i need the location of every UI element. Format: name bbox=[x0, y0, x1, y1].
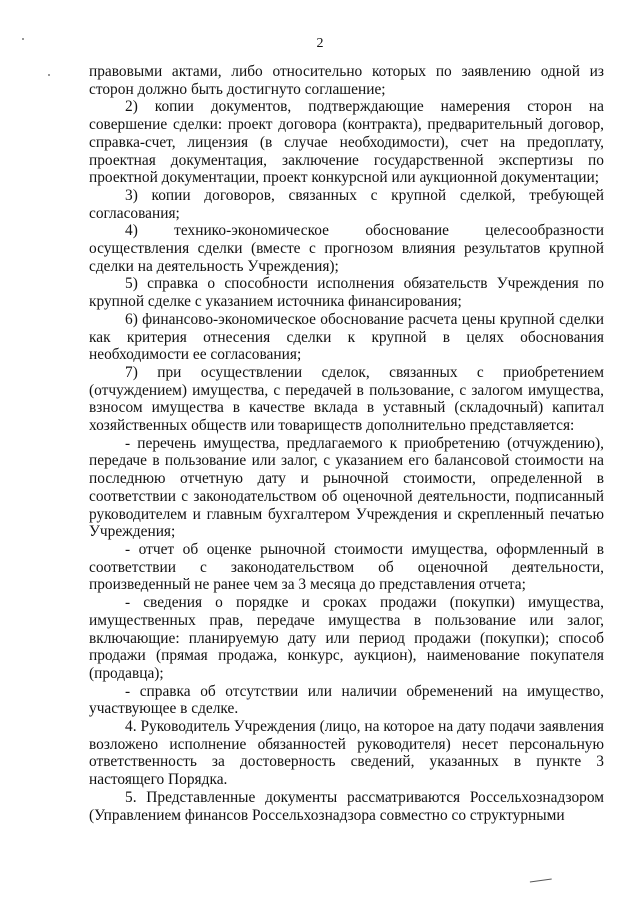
paragraph-item-7: 7) при осуществлении сделок, связанных с приобретением (отчуждением) имущества, с передачей в пользование, с залогом имущества, взносом имущества в качестве вклада в уставный (складочный) капитал хозяйственных обществ или товариществ дополнительно представляется: bbox=[89, 363, 604, 435]
paragraph-item-2: 2) копии документов, подтверждающие намерения сторон на совершение сделки: проект договора (контракта), предварительный договор, справка-счет, лицензия (в случае необходимости), счет на предоплату, проектная документация, заключение государственной экспертизы по проектной документации, проект конкурсной или аукционной документации; bbox=[89, 98, 604, 187]
paragraph-bullet-encumbrances: - справка об отсутствии или наличии обременений на имущество, участвующее в сделке. bbox=[89, 682, 604, 718]
scan-speck bbox=[48, 74, 50, 76]
scan-speck bbox=[22, 38, 24, 40]
document-body bbox=[89, 63, 604, 824]
paragraph-bullet-asset-list: - перечень имущества, предлагаемого к приобретению (отчуждению), передаче в пользование или залог, с указанием его балансовой стоимости на последнюю отчетную дату и рыночной стоимости, определенной в соответствии с законодательством об оценочной деятельности, подписанный руководителем и главным бухгалтером Учреждения и скрепленный печатью Учреждения; bbox=[89, 434, 604, 541]
paragraph-section-4: 4. Руководитель Учреждения (лицо, на которое на дату подачи заявления возложено исполнение обязанностей руководителя) несет персональную ответственность за достоверность сведений, указанных в пункте 3 настоящего Порядка. bbox=[89, 718, 604, 789]
paragraph-bullet-valuation-report: - отчет об оценке рыночной стоимости имущества, оформленный в соответствии с законодательством об оценочной деятельности, произведенный не ранее чем за 3 месяца до представления отчета; bbox=[89, 540, 604, 594]
paragraph-bullet-sale-terms: - сведения о порядке и сроках продажи (покупки) имущества, имущественных прав, передаче имущества в пользование или залог, включающие: планируемую дату или период продажи (покупки); способ продажи (прямая продажа, конкурс, аукцион), наименование покупателя (продавца); bbox=[89, 594, 604, 682]
paragraph-section-5: 5. Представленные документы рассматриваются Россельхознадзором (Управлением финансов Россельхознадзора совместно со структурными bbox=[89, 788, 604, 824]
paragraph-item-3: 3) копии договоров, связанных с крупной сделкой, требующей согласования; bbox=[89, 186, 604, 222]
paragraph-item-4: 4) технико-экономическое обоснование целесообразности осуществления сделки (вместе с прогнозом влияния результатов крупной сделки на деятельность Учреждения); bbox=[89, 222, 604, 275]
scan-mark bbox=[530, 878, 552, 885]
paragraph-item-6: 6) финансово-экономическое обоснование расчета цены крупной сделки как критерия отнесения сделки к крупной в целях обоснования необходимости ее согласования; bbox=[89, 310, 604, 364]
paragraph-continuation: правовыми актами, либо относительно которых по заявлению одной из сторон должно быть достигнуто соглашение; bbox=[89, 63, 604, 98]
paragraph-item-5: 5) справка о способности исполнения обязательств Учреждения по крупной сделке с указанием источника финансирования; bbox=[89, 275, 604, 311]
page-number: 2 bbox=[316, 36, 324, 51]
